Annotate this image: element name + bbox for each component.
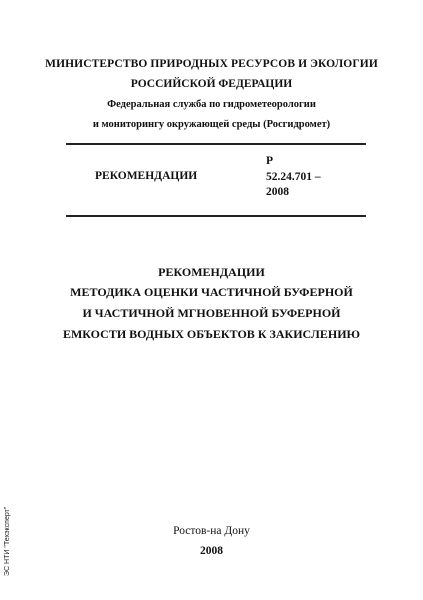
document-title-line-3: И ЧАСТИЧНОЙ МГНОВЕННОЙ БУФЕРНОЙ	[82, 306, 341, 320]
bottom-divider	[66, 215, 366, 217]
side-stamp: ЭС НТИ "Техэксперт"	[4, 506, 11, 576]
designation-label: РЕКОМЕНДАЦИИ	[95, 170, 198, 182]
document-title-line-1: РЕКОМЕНДАЦИИ	[158, 265, 265, 279]
publication-city: Ростов-на Дону	[173, 525, 250, 537]
designation-code-prefix: Р	[266, 155, 274, 167]
top-divider	[66, 143, 366, 145]
document-title-line-2: МЕТОДИКА ОЦЕНКИ ЧАСТИЧНОЙ БУФЕРНОЙ	[70, 285, 353, 299]
document-title-line-4: ЕМКОСТИ ВОДНЫХ ОБЪЕКТОВ К ЗАКИСЛЕНИЮ	[62, 327, 361, 341]
designation-code-year: 2008	[266, 186, 289, 198]
service-line-1: Федеральная служба по гидрометеорологии	[107, 99, 316, 110]
ministry-line-1: МИНИСТЕРСТВО ПРИРОДНЫХ РЕСУРСОВ И ЭКОЛОГИИ	[45, 58, 378, 70]
service-line-2: и мониторингу окружающей среды (Росгидромет)	[92, 119, 331, 130]
ministry-line-2: РОССИЙСКОЙ ФЕДЕРАЦИИ	[130, 78, 293, 90]
publication-year: 2008	[200, 545, 223, 557]
designation-code-number: 52.24.701 –	[266, 170, 321, 183]
designation-code	[266, 154, 321, 201]
